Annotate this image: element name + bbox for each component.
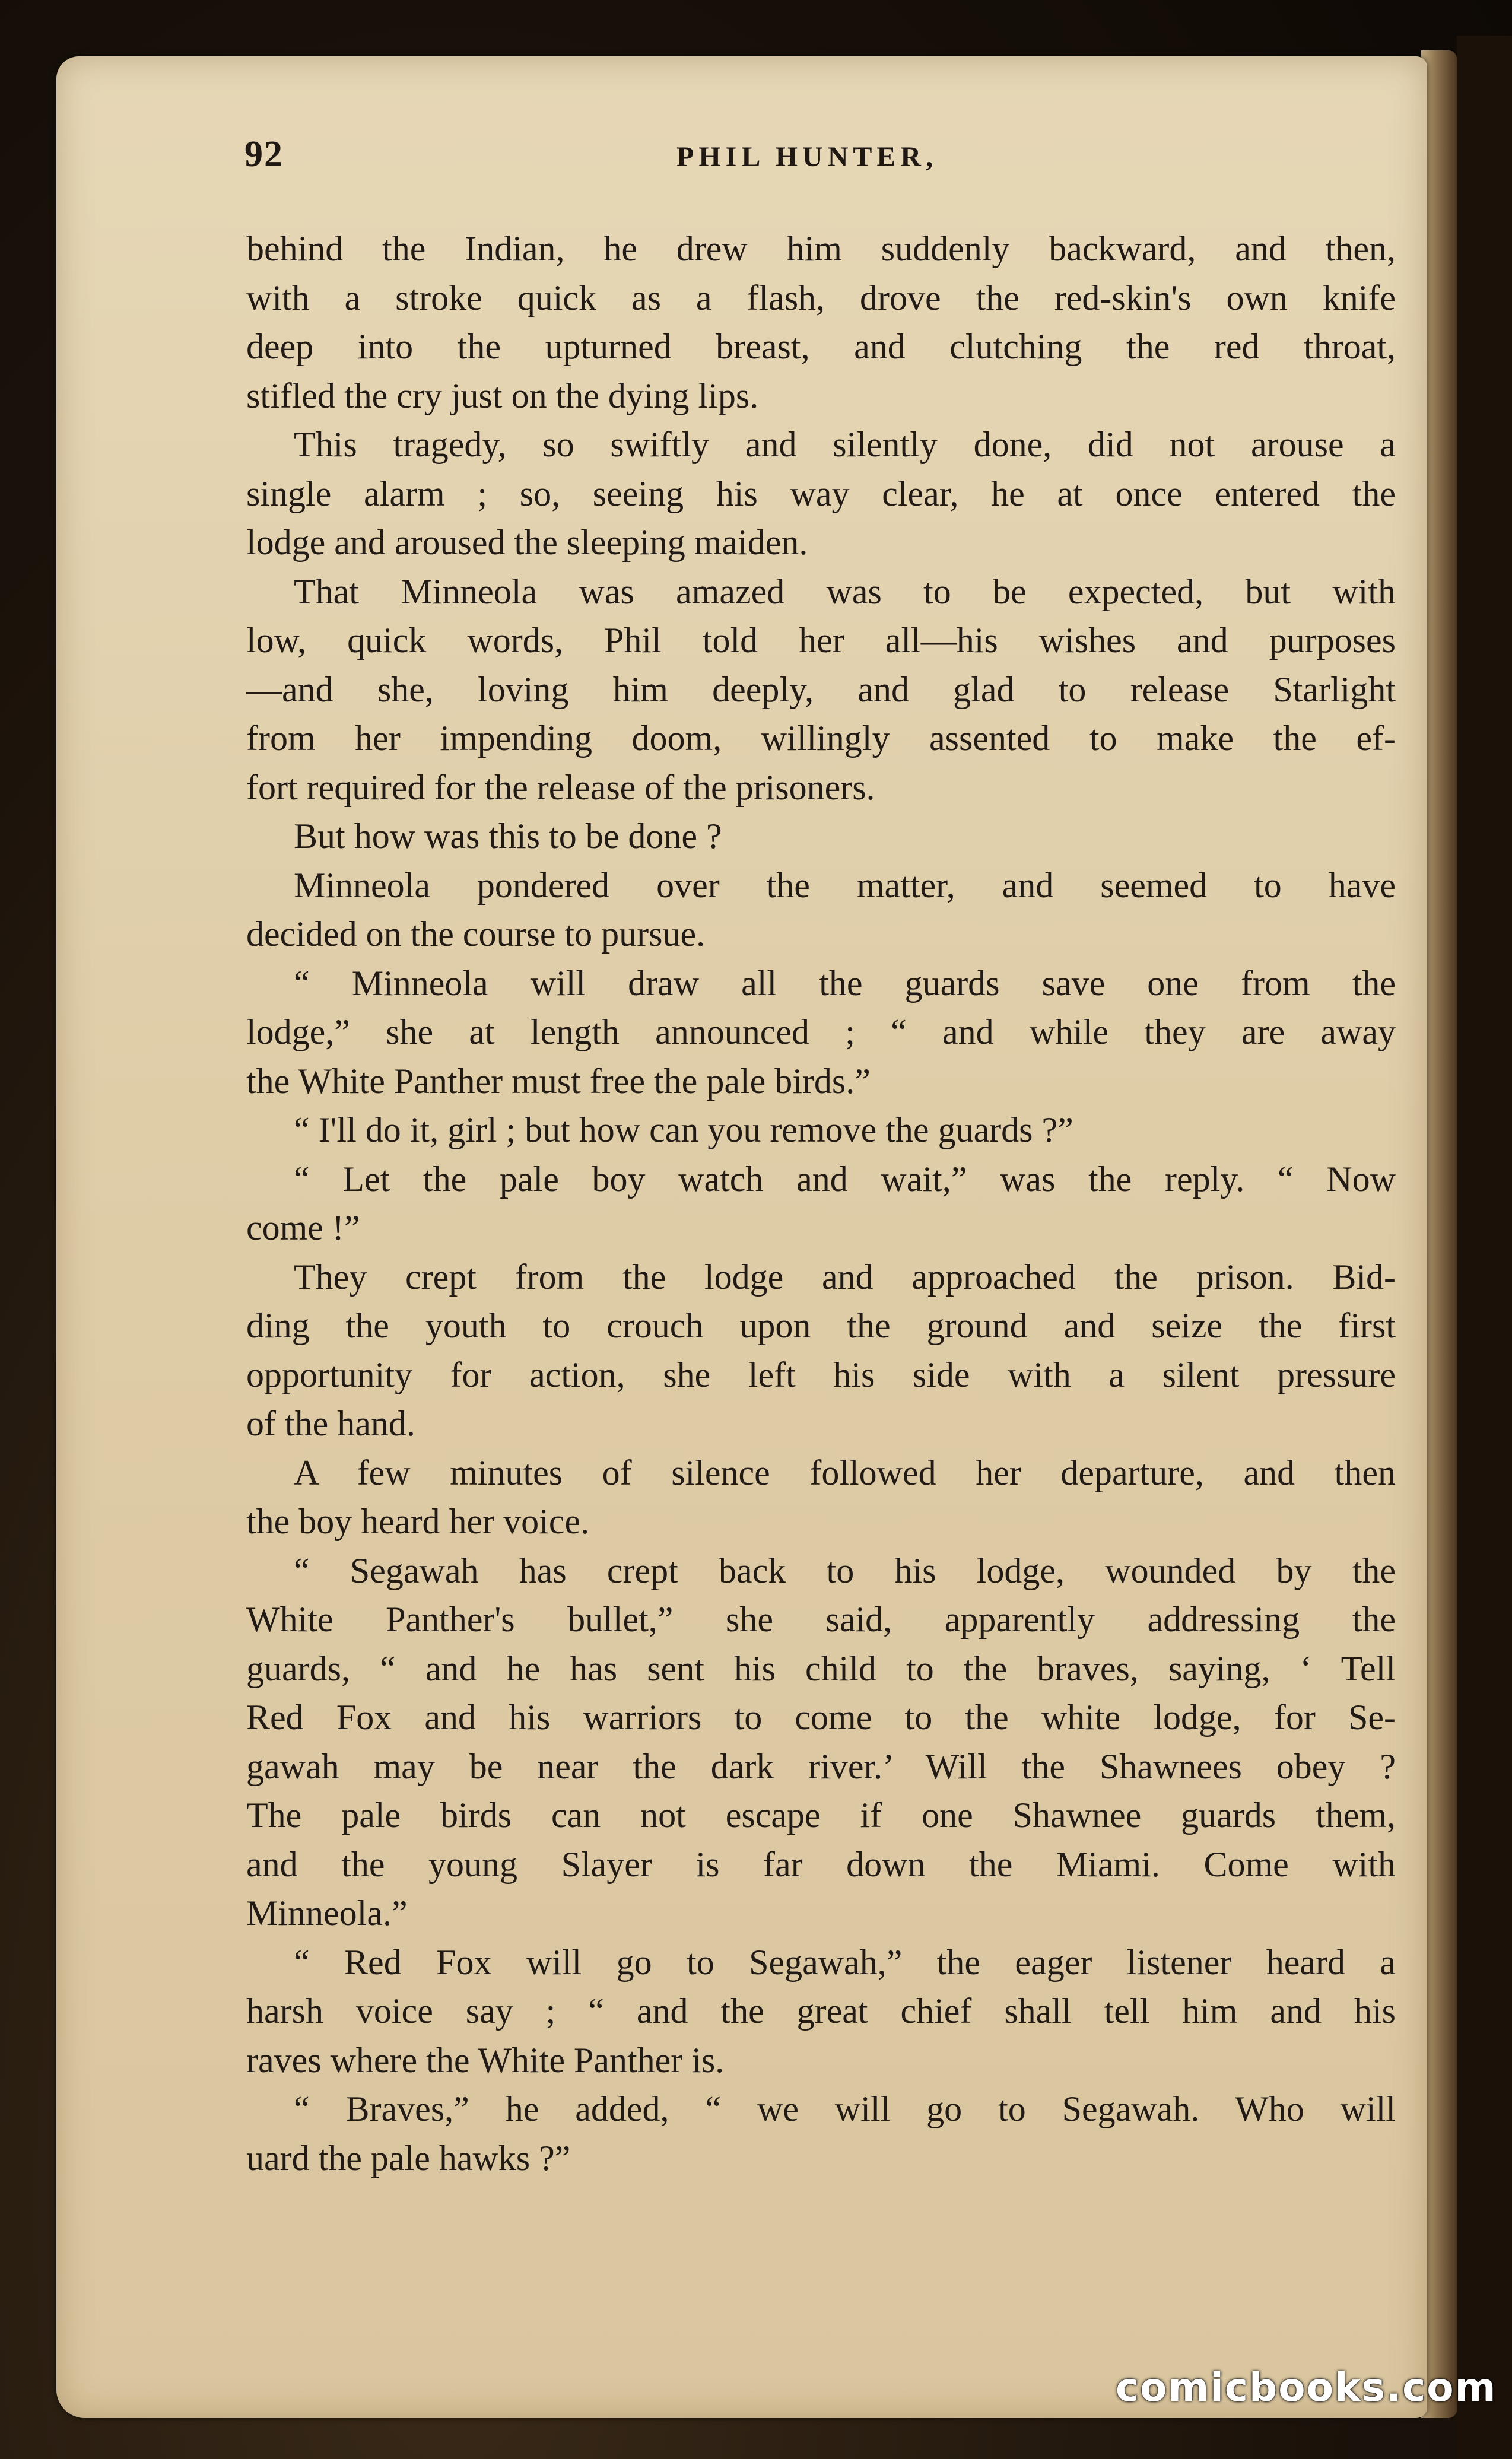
text-line: opportunity for action, she left his side with a silent pressure [246, 1355, 1396, 1394]
text-line: behind the Indian, he drew him suddenly backward, and then, [246, 229, 1396, 268]
page-header [190, 128, 1406, 193]
text-line: “ I'll do it, girl ; but how can you remove the guards ?” [294, 1110, 1073, 1149]
text-line: “ Braves,” he added, “ we will go to Segawah. Who will [294, 2089, 1396, 2128]
text-line: with a stroke quick as a flash, drove the red-skin's own knife [246, 278, 1396, 317]
site-watermark: comicbooks.com [1116, 2365, 1497, 2410]
text-line: A few minutes of silence followed her departure, and then [294, 1453, 1396, 1492]
text-line: single alarm ; so, seeing his way clear, he at once entered the [246, 474, 1396, 513]
text-line: lodge and aroused the sleeping maiden. [246, 523, 808, 562]
text-line: “ Segawah has crept back to his lodge, wounded by the [294, 1551, 1396, 1590]
text-line: “ Let the pale boy watch and wait,” was the reply. “ Now [294, 1159, 1396, 1199]
text-line: “ Red Fox will go to Segawah,” the eager listener heard a [294, 1942, 1396, 1982]
text-line: —and she, loving him deeply, and glad to release Starlight [246, 669, 1396, 709]
text-line: of the hand. [246, 1404, 415, 1443]
text-line: The pale birds can not escape if one Shawnee guards them, [246, 1796, 1396, 1835]
text-line: gawah may be near the dark river.’ Will the Shawnees obey ? [246, 1746, 1396, 1786]
text-line: This tragedy, so swiftly and silently done, did not arouse a [294, 425, 1396, 464]
text-line: harsh voice say ; “ and the great chief shall tell him and his [246, 1991, 1396, 2031]
book-cover-edge [1457, 36, 1512, 2459]
text-line: come !” [246, 1208, 360, 1247]
text-line: and the young Slayer is far down the Miami. Come with [246, 1844, 1396, 1884]
text-line: the White Panther must free the pale birds.” [246, 1061, 871, 1101]
body-text [246, 224, 1396, 2182]
text-line: Minneola.” [246, 1894, 408, 1933]
text-line: ding the youth to crouch upon the ground and seize the first [246, 1306, 1396, 1345]
text-line: deep into the upturned breast, and clutching the red throat, [246, 327, 1396, 366]
text-line: raves where the White Panther is. [246, 2040, 725, 2080]
text-line: “ Minneola will draw all the guards save one from the [294, 963, 1396, 1003]
text-line: That Minneola was amazed was to be expected, but with [294, 571, 1396, 611]
text-line: They crept from the lodge and approached the prison. Bid- [294, 1257, 1396, 1297]
text-line: the boy heard her voice. [246, 1502, 590, 1541]
page-number: 92 [244, 134, 284, 174]
text-line: decided on the course to pursue. [246, 914, 706, 954]
text-line: White Panther's bullet,” she said, apparently addressing the [246, 1600, 1396, 1639]
text-line: Red Fox and his warriors to come to the white lodge, for Se- [246, 1698, 1396, 1737]
text-line: Minneola pondered over the matter, and seemed to have [294, 865, 1396, 905]
text-line: low, quick words, Phil told her all—his wishes and purposes [246, 621, 1396, 660]
text-line: guards, “ and he has sent his child to the braves, saying, ‘ Tell [246, 1648, 1396, 1688]
text-line: lodge,” she at length announced ; “ and while they are away [246, 1012, 1396, 1051]
text-line: from her impending doom, willingly assented to make the ef- [246, 719, 1396, 758]
text-line: uard the pale hawks ?” [246, 2138, 571, 2178]
text-line: fort required for the release of the prisoners. [246, 767, 875, 807]
running-head: PHIL HUNTER, [676, 141, 938, 173]
text-line: stifled the cry just on the dying lips. [246, 376, 759, 415]
text-line: But how was this to be done ? [294, 817, 722, 856]
